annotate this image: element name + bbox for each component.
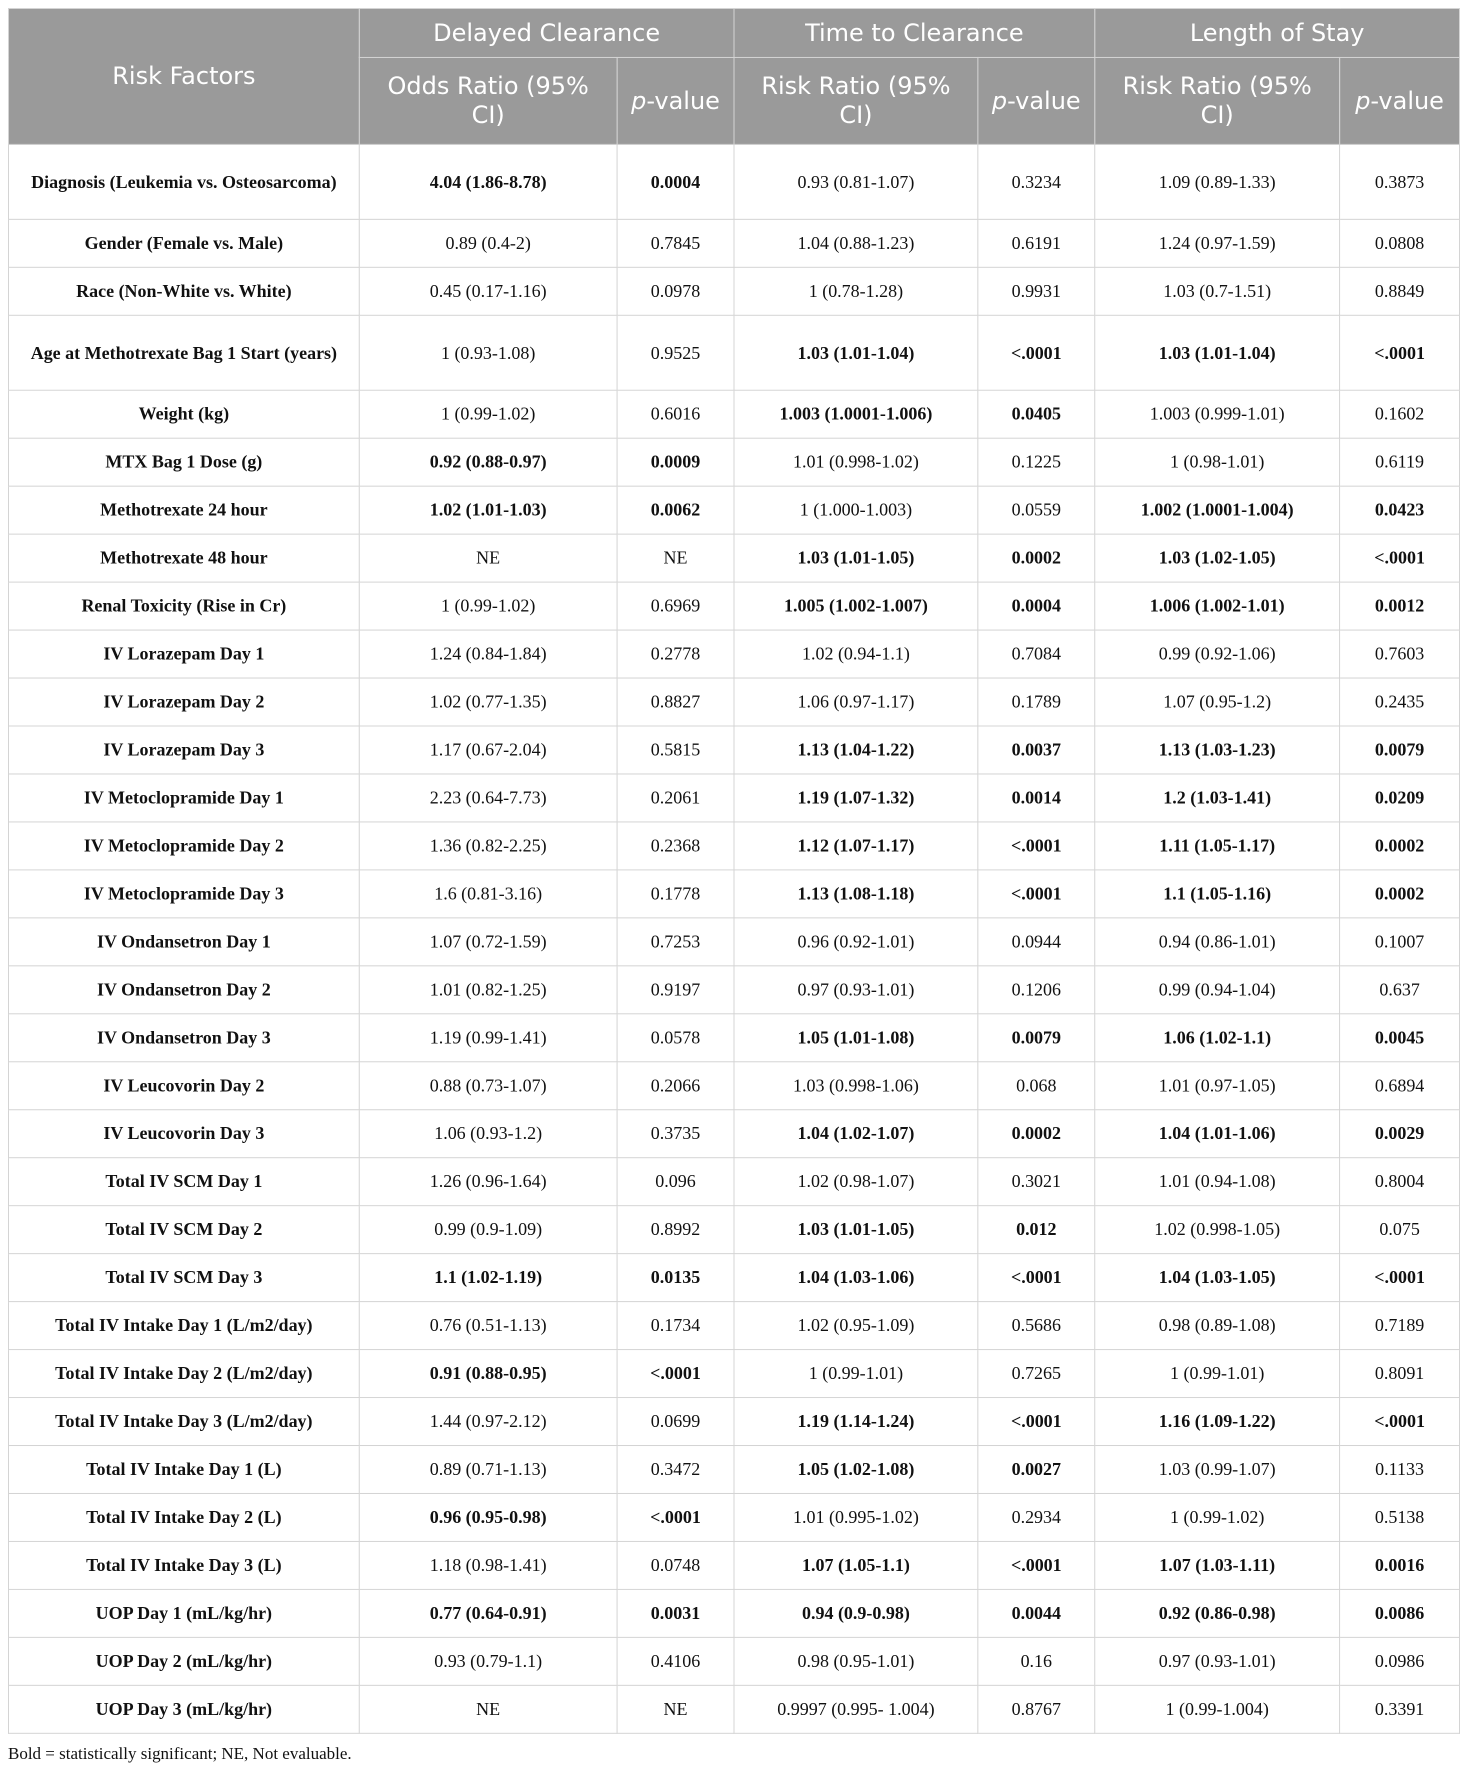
risk-factor-cell: Weight (kg): [8, 390, 359, 438]
length-of-stay-p-value-cell: 0.0079: [1340, 726, 1460, 774]
table-row: [8, 1014, 1459, 1062]
table-row: [8, 1158, 1459, 1206]
time-to-clearance-risk-ratio-cell: 1.07 (1.05-1.1): [734, 1541, 978, 1589]
time-to-clearance-risk-ratio-cell: 1.04 (1.02-1.07): [734, 1110, 978, 1158]
length-of-stay-p-value-cell: <.0001: [1340, 534, 1460, 582]
delayed-clearance-p-value-cell: 0.3735: [617, 1110, 734, 1158]
length-of-stay-risk-ratio-cell: 1.1 (1.05-1.16): [1095, 870, 1340, 918]
time-to-clearance-p-value-cell: <.0001: [978, 870, 1095, 918]
time-to-clearance-p-value-cell: 0.0004: [978, 582, 1095, 630]
delayed-clearance-odds-ratio-cell: 0.77 (0.64-0.91): [359, 1589, 617, 1637]
time-to-clearance-p-value-cell: 0.0014: [978, 774, 1095, 822]
time-to-clearance-risk-ratio-cell: 1.03 (1.01-1.05): [734, 1206, 978, 1254]
table-row: [8, 1493, 1459, 1541]
table-row: [8, 438, 1459, 486]
header-risk-ratio: Risk Ratio (95% CI): [1095, 57, 1340, 144]
length-of-stay-p-value-cell: 0.1602: [1340, 390, 1460, 438]
length-of-stay-p-value-cell: 0.0002: [1340, 822, 1460, 870]
table-row: [8, 1110, 1459, 1158]
risk-factor-cell: Renal Toxicity (Rise in Cr): [8, 582, 359, 630]
time-to-clearance-p-value-cell: 0.1206: [978, 966, 1095, 1014]
table-row: [8, 219, 1459, 267]
table-row: [8, 1350, 1459, 1398]
delayed-clearance-odds-ratio-cell: 2.23 (0.64-7.73): [359, 774, 617, 822]
time-to-clearance-risk-ratio-cell: 1.13 (1.04-1.22): [734, 726, 978, 774]
table-header: [8, 8, 1459, 144]
length-of-stay-risk-ratio-cell: 1 (0.98-1.01): [1095, 438, 1340, 486]
length-of-stay-risk-ratio-cell: 1.06 (1.02-1.1): [1095, 1014, 1340, 1062]
delayed-clearance-odds-ratio-cell: 1.6 (0.81-3.16): [359, 870, 617, 918]
risk-factor-cell: Diagnosis (Leukemia vs. Osteosarcoma): [8, 144, 359, 219]
time-to-clearance-risk-ratio-cell: 1 (0.99-1.01): [734, 1350, 978, 1398]
table-row: [8, 1254, 1459, 1302]
risk-factor-cell: IV Metoclopramide Day 1: [8, 774, 359, 822]
length-of-stay-p-value-cell: 0.3873: [1340, 144, 1460, 219]
time-to-clearance-p-value-cell: 0.068: [978, 1062, 1095, 1110]
delayed-clearance-p-value-cell: 0.8827: [617, 678, 734, 726]
length-of-stay-risk-ratio-cell: 1.04 (1.03-1.05): [1095, 1254, 1340, 1302]
time-to-clearance-risk-ratio-cell: 1.05 (1.01-1.08): [734, 1014, 978, 1062]
length-of-stay-risk-ratio-cell: 1 (0.99-1.004): [1095, 1685, 1340, 1733]
table-row: [8, 630, 1459, 678]
header-risk-factors: Risk Factors: [8, 8, 359, 144]
time-to-clearance-risk-ratio-cell: 1.13 (1.08-1.18): [734, 870, 978, 918]
delayed-clearance-odds-ratio-cell: 1.07 (0.72-1.59): [359, 918, 617, 966]
table-body: [8, 144, 1459, 1733]
length-of-stay-risk-ratio-cell: 1.003 (0.999-1.01): [1095, 390, 1340, 438]
value-label: -value: [1370, 86, 1444, 115]
table-row: [8, 1302, 1459, 1350]
length-of-stay-p-value-cell: 0.637: [1340, 966, 1460, 1014]
length-of-stay-p-value-cell: 0.7189: [1340, 1302, 1460, 1350]
time-to-clearance-risk-ratio-cell: 0.97 (0.93-1.01): [734, 966, 978, 1014]
length-of-stay-risk-ratio-cell: 0.98 (0.89-1.08): [1095, 1302, 1340, 1350]
length-of-stay-risk-ratio-cell: 0.97 (0.93-1.01): [1095, 1637, 1340, 1685]
delayed-clearance-p-value-cell: 0.6016: [617, 390, 734, 438]
risk-factor-cell: UOP Day 2 (mL/kg/hr): [8, 1637, 359, 1685]
time-to-clearance-risk-ratio-cell: 0.98 (0.95-1.01): [734, 1637, 978, 1685]
length-of-stay-risk-ratio-cell: 1.02 (0.998-1.05): [1095, 1206, 1340, 1254]
p-label: p: [631, 86, 647, 115]
time-to-clearance-p-value-cell: 0.1789: [978, 678, 1095, 726]
delayed-clearance-odds-ratio-cell: 0.93 (0.79-1.1): [359, 1637, 617, 1685]
time-to-clearance-p-value-cell: 0.0559: [978, 486, 1095, 534]
time-to-clearance-p-value-cell: 0.0002: [978, 1110, 1095, 1158]
delayed-clearance-odds-ratio-cell: 1.18 (0.98-1.41): [359, 1541, 617, 1589]
table-row: [8, 1589, 1459, 1637]
delayed-clearance-odds-ratio-cell: 0.99 (0.9-1.09): [359, 1206, 617, 1254]
time-to-clearance-p-value-cell: 0.0944: [978, 918, 1095, 966]
table-row: [8, 267, 1459, 315]
time-to-clearance-risk-ratio-cell: 1.005 (1.002-1.007): [734, 582, 978, 630]
table-row: [8, 1541, 1459, 1589]
delayed-clearance-p-value-cell: 0.1734: [617, 1302, 734, 1350]
time-to-clearance-p-value-cell: 0.16: [978, 1637, 1095, 1685]
time-to-clearance-risk-ratio-cell: 1.03 (1.01-1.05): [734, 534, 978, 582]
table-row: [8, 390, 1459, 438]
length-of-stay-p-value-cell: 0.0016: [1340, 1541, 1460, 1589]
time-to-clearance-risk-ratio-cell: 0.94 (0.9-0.98): [734, 1589, 978, 1637]
table-row: [8, 1398, 1459, 1446]
time-to-clearance-p-value-cell: <.0001: [978, 1541, 1095, 1589]
risk-factor-cell: Total IV Intake Day 1 (L): [8, 1446, 359, 1494]
length-of-stay-p-value-cell: 0.0012: [1340, 582, 1460, 630]
delayed-clearance-odds-ratio-cell: NE: [359, 534, 617, 582]
length-of-stay-risk-ratio-cell: 1.03 (1.02-1.05): [1095, 534, 1340, 582]
time-to-clearance-p-value-cell: 0.8767: [978, 1685, 1095, 1733]
length-of-stay-risk-ratio-cell: 1.11 (1.05-1.17): [1095, 822, 1340, 870]
delayed-clearance-odds-ratio-cell: 1 (0.99-1.02): [359, 390, 617, 438]
length-of-stay-risk-ratio-cell: 0.99 (0.94-1.04): [1095, 966, 1340, 1014]
header-time-to-clearance: Time to Clearance: [734, 8, 1095, 57]
header-row-groups: [8, 8, 1459, 57]
delayed-clearance-p-value-cell: <.0001: [617, 1350, 734, 1398]
length-of-stay-risk-ratio-cell: 1.03 (0.99-1.07): [1095, 1446, 1340, 1494]
delayed-clearance-odds-ratio-cell: 0.96 (0.95-0.98): [359, 1493, 617, 1541]
time-to-clearance-risk-ratio-cell: 1.02 (0.98-1.07): [734, 1158, 978, 1206]
table-row: [8, 918, 1459, 966]
delayed-clearance-p-value-cell: 0.7253: [617, 918, 734, 966]
risk-factor-cell: Total IV Intake Day 2 (L): [8, 1493, 359, 1541]
length-of-stay-risk-ratio-cell: 1.13 (1.03-1.23): [1095, 726, 1340, 774]
time-to-clearance-risk-ratio-cell: 0.96 (0.92-1.01): [734, 918, 978, 966]
risk-factor-cell: IV Ondansetron Day 2: [8, 966, 359, 1014]
time-to-clearance-risk-ratio-cell: 1.04 (0.88-1.23): [734, 219, 978, 267]
length-of-stay-risk-ratio-cell: 1 (0.99-1.01): [1095, 1350, 1340, 1398]
length-of-stay-p-value-cell: 0.1007: [1340, 918, 1460, 966]
length-of-stay-risk-ratio-cell: 1.01 (0.97-1.05): [1095, 1062, 1340, 1110]
header-p-value: [978, 57, 1095, 144]
delayed-clearance-p-value-cell: 0.0031: [617, 1589, 734, 1637]
time-to-clearance-p-value-cell: 0.0079: [978, 1014, 1095, 1062]
risk-factor-cell: Methotrexate 48 hour: [8, 534, 359, 582]
length-of-stay-p-value-cell: 0.0808: [1340, 219, 1460, 267]
time-to-clearance-p-value-cell: 0.3021: [978, 1158, 1095, 1206]
length-of-stay-p-value-cell: 0.8004: [1340, 1158, 1460, 1206]
time-to-clearance-risk-ratio-cell: 1.03 (1.01-1.04): [734, 315, 978, 390]
length-of-stay-p-value-cell: 0.0045: [1340, 1014, 1460, 1062]
time-to-clearance-p-value-cell: 0.1225: [978, 438, 1095, 486]
time-to-clearance-risk-ratio-cell: 1 (0.78-1.28): [734, 267, 978, 315]
length-of-stay-risk-ratio-cell: 0.92 (0.86-0.98): [1095, 1589, 1340, 1637]
table-row: [8, 870, 1459, 918]
time-to-clearance-p-value-cell: 0.0027: [978, 1446, 1095, 1494]
delayed-clearance-p-value-cell: 0.9197: [617, 966, 734, 1014]
delayed-clearance-odds-ratio-cell: 1.02 (1.01-1.03): [359, 486, 617, 534]
delayed-clearance-odds-ratio-cell: 1.44 (0.97-2.12): [359, 1398, 617, 1446]
length-of-stay-p-value-cell: <.0001: [1340, 1398, 1460, 1446]
time-to-clearance-risk-ratio-cell: 1.05 (1.02-1.08): [734, 1446, 978, 1494]
length-of-stay-risk-ratio-cell: 1.07 (0.95-1.2): [1095, 678, 1340, 726]
table-row: [8, 1062, 1459, 1110]
time-to-clearance-p-value-cell: 0.0044: [978, 1589, 1095, 1637]
delayed-clearance-p-value-cell: 0.0009: [617, 438, 734, 486]
delayed-clearance-odds-ratio-cell: 1 (0.99-1.02): [359, 582, 617, 630]
delayed-clearance-p-value-cell: 0.6969: [617, 582, 734, 630]
time-to-clearance-risk-ratio-cell: 1.01 (0.995-1.02): [734, 1493, 978, 1541]
table-row: [8, 582, 1459, 630]
risk-factor-cell: IV Ondansetron Day 1: [8, 918, 359, 966]
length-of-stay-risk-ratio-cell: 1.04 (1.01-1.06): [1095, 1110, 1340, 1158]
risk-factor-cell: IV Leucovorin Day 2: [8, 1062, 359, 1110]
table-row: [8, 1206, 1459, 1254]
length-of-stay-risk-ratio-cell: 1 (0.99-1.02): [1095, 1493, 1340, 1541]
delayed-clearance-odds-ratio-cell: 1.24 (0.84-1.84): [359, 630, 617, 678]
risk-factor-cell: Total IV Intake Day 3 (L): [8, 1541, 359, 1589]
time-to-clearance-risk-ratio-cell: 1.03 (0.998-1.06): [734, 1062, 978, 1110]
risk-factor-cell: Age at Methotrexate Bag 1 Start (years): [8, 315, 359, 390]
time-to-clearance-risk-ratio-cell: 0.9997 (0.995- 1.004): [734, 1685, 978, 1733]
delayed-clearance-p-value-cell: NE: [617, 534, 734, 582]
delayed-clearance-p-value-cell: 0.7845: [617, 219, 734, 267]
risk-factor-cell: MTX Bag 1 Dose (g): [8, 438, 359, 486]
delayed-clearance-odds-ratio-cell: 0.76 (0.51-1.13): [359, 1302, 617, 1350]
time-to-clearance-risk-ratio-cell: 1.19 (1.14-1.24): [734, 1398, 978, 1446]
time-to-clearance-p-value-cell: 0.5686: [978, 1302, 1095, 1350]
time-to-clearance-p-value-cell: 0.012: [978, 1206, 1095, 1254]
value-label: -value: [646, 86, 720, 115]
length-of-stay-p-value-cell: 0.8091: [1340, 1350, 1460, 1398]
delayed-clearance-p-value-cell: 0.0748: [617, 1541, 734, 1589]
delayed-clearance-odds-ratio-cell: 1.17 (0.67-2.04): [359, 726, 617, 774]
delayed-clearance-p-value-cell: 0.096: [617, 1158, 734, 1206]
length-of-stay-risk-ratio-cell: 1.002 (1.0001-1.004): [1095, 486, 1340, 534]
table-row: [8, 315, 1459, 390]
delayed-clearance-p-value-cell: 0.0004: [617, 144, 734, 219]
table-row: [8, 534, 1459, 582]
length-of-stay-risk-ratio-cell: 0.99 (0.92-1.06): [1095, 630, 1340, 678]
length-of-stay-p-value-cell: 0.6894: [1340, 1062, 1460, 1110]
length-of-stay-p-value-cell: 0.5138: [1340, 1493, 1460, 1541]
length-of-stay-p-value-cell: 0.0986: [1340, 1637, 1460, 1685]
delayed-clearance-odds-ratio-cell: 0.89 (0.71-1.13): [359, 1446, 617, 1494]
delayed-clearance-p-value-cell: 0.0578: [617, 1014, 734, 1062]
p-label: p: [991, 86, 1008, 115]
delayed-clearance-p-value-cell: NE: [617, 1685, 734, 1733]
delayed-clearance-odds-ratio-cell: 0.92 (0.88-0.97): [359, 438, 617, 486]
length-of-stay-risk-ratio-cell: 1.006 (1.002-1.01): [1095, 582, 1340, 630]
risk-factor-cell: Total IV Intake Day 2 (L/m2/day): [8, 1350, 359, 1398]
delayed-clearance-odds-ratio-cell: 1.01 (0.82-1.25): [359, 966, 617, 1014]
risk-factor-cell: Gender (Female vs. Male): [8, 219, 359, 267]
risk-factor-cell: IV Metoclopramide Day 2: [8, 822, 359, 870]
table-row: [8, 486, 1459, 534]
delayed-clearance-p-value-cell: 0.0699: [617, 1398, 734, 1446]
table-row: [8, 726, 1459, 774]
delayed-clearance-p-value-cell: 0.2061: [617, 774, 734, 822]
risk-factor-cell: IV Metoclopramide Day 3: [8, 870, 359, 918]
delayed-clearance-p-value-cell: 0.2066: [617, 1062, 734, 1110]
header-p-value: [617, 57, 734, 144]
risk-factor-cell: Total IV SCM Day 2: [8, 1206, 359, 1254]
time-to-clearance-p-value-cell: <.0001: [978, 1398, 1095, 1446]
time-to-clearance-risk-ratio-cell: 1 (1.000-1.003): [734, 486, 978, 534]
time-to-clearance-risk-ratio-cell: 1.02 (0.95-1.09): [734, 1302, 978, 1350]
header-length-of-stay: Length of Stay: [1095, 8, 1460, 57]
length-of-stay-risk-ratio-cell: 0.94 (0.86-1.01): [1095, 918, 1340, 966]
risk-factor-cell: Total IV SCM Day 1: [8, 1158, 359, 1206]
time-to-clearance-risk-ratio-cell: 1.04 (1.03-1.06): [734, 1254, 978, 1302]
time-to-clearance-p-value-cell: <.0001: [978, 822, 1095, 870]
delayed-clearance-odds-ratio-cell: 4.04 (1.86-8.78): [359, 144, 617, 219]
length-of-stay-p-value-cell: 0.1133: [1340, 1446, 1460, 1494]
time-to-clearance-risk-ratio-cell: 1.19 (1.07-1.32): [734, 774, 978, 822]
time-to-clearance-p-value-cell: 0.2934: [978, 1493, 1095, 1541]
length-of-stay-risk-ratio-cell: 1.07 (1.03-1.11): [1095, 1541, 1340, 1589]
header-delayed-clearance: Delayed Clearance: [359, 8, 734, 57]
delayed-clearance-odds-ratio-cell: 0.88 (0.73-1.07): [359, 1062, 617, 1110]
risk-factor-cell: Total IV Intake Day 3 (L/m2/day): [8, 1398, 359, 1446]
time-to-clearance-risk-ratio-cell: 1.003 (1.0001-1.006): [734, 390, 978, 438]
delayed-clearance-odds-ratio-cell: NE: [359, 1685, 617, 1733]
header-odds-ratio: Odds Ratio (95% CI): [359, 57, 617, 144]
delayed-clearance-odds-ratio-cell: 1.19 (0.99-1.41): [359, 1014, 617, 1062]
risk-factor-cell: IV Lorazepam Day 1: [8, 630, 359, 678]
time-to-clearance-risk-ratio-cell: 1.12 (1.07-1.17): [734, 822, 978, 870]
length-of-stay-risk-ratio-cell: 1.09 (0.89-1.33): [1095, 144, 1340, 219]
length-of-stay-risk-ratio-cell: 1.2 (1.03-1.41): [1095, 774, 1340, 822]
delayed-clearance-p-value-cell: <.0001: [617, 1493, 734, 1541]
table-row: [8, 678, 1459, 726]
length-of-stay-p-value-cell: 0.0002: [1340, 870, 1460, 918]
risk-factor-cell: UOP Day 1 (mL/kg/hr): [8, 1589, 359, 1637]
delayed-clearance-odds-ratio-cell: 0.45 (0.17-1.16): [359, 267, 617, 315]
delayed-clearance-p-value-cell: 0.8992: [617, 1206, 734, 1254]
table-row: [8, 966, 1459, 1014]
delayed-clearance-p-value-cell: 0.0978: [617, 267, 734, 315]
delayed-clearance-odds-ratio-cell: 0.89 (0.4-2): [359, 219, 617, 267]
time-to-clearance-p-value-cell: 0.9931: [978, 267, 1095, 315]
table-row: [8, 144, 1459, 219]
risk-factor-cell: UOP Day 3 (mL/kg/hr): [8, 1685, 359, 1733]
risk-factor-cell: IV Lorazepam Day 2: [8, 678, 359, 726]
length-of-stay-risk-ratio-cell: 1.03 (1.01-1.04): [1095, 315, 1340, 390]
time-to-clearance-p-value-cell: 0.6191: [978, 219, 1095, 267]
risk-factor-cell: IV Lorazepam Day 3: [8, 726, 359, 774]
delayed-clearance-p-value-cell: 0.0062: [617, 486, 734, 534]
delayed-clearance-odds-ratio-cell: 1.06 (0.93-1.2): [359, 1110, 617, 1158]
time-to-clearance-p-value-cell: 0.3234: [978, 144, 1095, 219]
length-of-stay-risk-ratio-cell: 1.03 (0.7-1.51): [1095, 267, 1340, 315]
delayed-clearance-p-value-cell: 0.1778: [617, 870, 734, 918]
p-label: p: [1355, 86, 1371, 115]
time-to-clearance-p-value-cell: 0.0002: [978, 534, 1095, 582]
delayed-clearance-odds-ratio-cell: 1.26 (0.96-1.64): [359, 1158, 617, 1206]
length-of-stay-risk-ratio-cell: 1.24 (0.97-1.59): [1095, 219, 1340, 267]
length-of-stay-p-value-cell: 0.075: [1340, 1206, 1460, 1254]
length-of-stay-p-value-cell: 0.6119: [1340, 438, 1460, 486]
table-row: [8, 1685, 1459, 1733]
length-of-stay-p-value-cell: <.0001: [1340, 315, 1460, 390]
delayed-clearance-p-value-cell: 0.2368: [617, 822, 734, 870]
risk-factor-cell: IV Ondansetron Day 3: [8, 1014, 359, 1062]
risk-factors-table: [8, 8, 1460, 1734]
delayed-clearance-odds-ratio-cell: 1.1 (1.02-1.19): [359, 1254, 617, 1302]
value-label: -value: [1007, 86, 1081, 115]
time-to-clearance-risk-ratio-cell: 1.02 (0.94-1.1): [734, 630, 978, 678]
time-to-clearance-p-value-cell: 0.7265: [978, 1350, 1095, 1398]
delayed-clearance-p-value-cell: 0.4106: [617, 1637, 734, 1685]
table-row: [8, 822, 1459, 870]
risk-factor-cell: Total IV Intake Day 1 (L/m2/day): [8, 1302, 359, 1350]
risk-factor-cell: IV Leucovorin Day 3: [8, 1110, 359, 1158]
header-p-value: [1340, 57, 1460, 144]
time-to-clearance-risk-ratio-cell: 1.01 (0.998-1.02): [734, 438, 978, 486]
length-of-stay-p-value-cell: 0.0423: [1340, 486, 1460, 534]
delayed-clearance-p-value-cell: 0.5815: [617, 726, 734, 774]
length-of-stay-p-value-cell: 0.0086: [1340, 1589, 1460, 1637]
length-of-stay-risk-ratio-cell: 1.16 (1.09-1.22): [1095, 1398, 1340, 1446]
delayed-clearance-p-value-cell: 0.9525: [617, 315, 734, 390]
risk-factor-cell: Methotrexate 24 hour: [8, 486, 359, 534]
delayed-clearance-p-value-cell: 0.3472: [617, 1446, 734, 1494]
header-risk-ratio: Risk Ratio (95% CI): [734, 57, 978, 144]
time-to-clearance-p-value-cell: <.0001: [978, 1254, 1095, 1302]
table-row: [8, 1637, 1459, 1685]
length-of-stay-p-value-cell: 0.3391: [1340, 1685, 1460, 1733]
delayed-clearance-odds-ratio-cell: 1 (0.93-1.08): [359, 315, 617, 390]
time-to-clearance-p-value-cell: 0.0037: [978, 726, 1095, 774]
time-to-clearance-p-value-cell: 0.7084: [978, 630, 1095, 678]
delayed-clearance-p-value-cell: 0.2778: [617, 630, 734, 678]
delayed-clearance-odds-ratio-cell: 1.02 (0.77-1.35): [359, 678, 617, 726]
length-of-stay-p-value-cell: 0.0029: [1340, 1110, 1460, 1158]
time-to-clearance-risk-ratio-cell: 1.06 (0.97-1.17): [734, 678, 978, 726]
table-row: [8, 1446, 1459, 1494]
length-of-stay-risk-ratio-cell: 1.01 (0.94-1.08): [1095, 1158, 1340, 1206]
length-of-stay-p-value-cell: <.0001: [1340, 1254, 1460, 1302]
time-to-clearance-p-value-cell: 0.0405: [978, 390, 1095, 438]
length-of-stay-p-value-cell: 0.7603: [1340, 630, 1460, 678]
length-of-stay-p-value-cell: 0.8849: [1340, 267, 1460, 315]
table-row: [8, 774, 1459, 822]
table-footnote: Bold = statistically significant; NE, Not evaluable.: [7, 1743, 352, 1763]
delayed-clearance-odds-ratio-cell: 0.91 (0.88-0.95): [359, 1350, 617, 1398]
time-to-clearance-risk-ratio-cell: 0.93 (0.81-1.07): [734, 144, 978, 219]
length-of-stay-p-value-cell: 0.2435: [1340, 678, 1460, 726]
risk-factor-cell: Total IV SCM Day 3: [8, 1254, 359, 1302]
length-of-stay-p-value-cell: 0.0209: [1340, 774, 1460, 822]
delayed-clearance-p-value-cell: 0.0135: [617, 1254, 734, 1302]
risk-factor-cell: Race (Non-White vs. White): [8, 267, 359, 315]
time-to-clearance-p-value-cell: <.0001: [978, 315, 1095, 390]
delayed-clearance-odds-ratio-cell: 1.36 (0.82-2.25): [359, 822, 617, 870]
